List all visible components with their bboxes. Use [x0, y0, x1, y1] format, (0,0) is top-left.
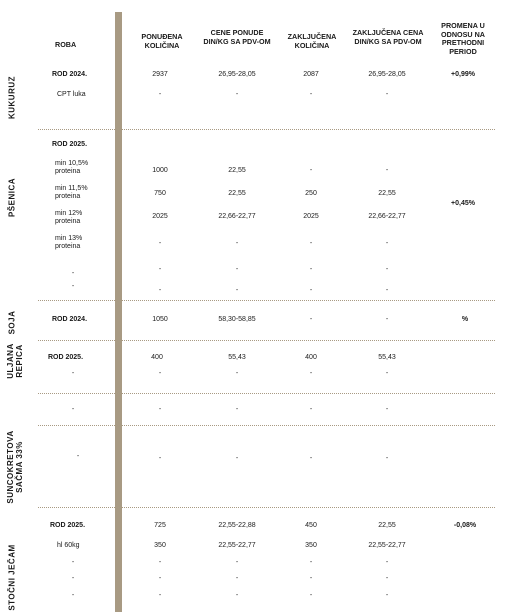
- header-promena: PROMENA U ODNOSU NA PRETHODNI PERIOD: [441, 21, 485, 56]
- jecam-row5-name: -: [71, 592, 75, 599]
- uljana-row2-name: -: [71, 370, 75, 377]
- psenica-row3-name2: proteina: [55, 218, 81, 225]
- kukuruz-zakljucena-kolicina: 2087: [303, 71, 319, 78]
- jecam-row3-zc: -: [385, 559, 389, 566]
- kukuruz-promena: +0,99%: [451, 71, 475, 78]
- kukuruz-cpt-pon: -: [158, 91, 162, 98]
- section-label-jecam: STOČNI JEČAM: [7, 544, 17, 611]
- psenica-row4-name1: min 13%: [55, 235, 83, 242]
- jecam-row4-pon: -: [158, 575, 162, 582]
- psenica-row1-name2: proteina: [55, 168, 81, 175]
- psenica-row6-zc: -: [385, 287, 389, 294]
- jecam-row2-cena: 22,55-22,77: [218, 542, 256, 549]
- separator: [38, 340, 495, 341]
- jecam-row4-name: -: [71, 575, 75, 582]
- psenica-row2-pon: 750: [154, 190, 166, 197]
- separator: [38, 129, 495, 130]
- kukuruz-cpt-zc: -: [385, 91, 389, 98]
- empty-row-zk: -: [309, 406, 313, 413]
- jecam-zk: 450: [305, 522, 317, 529]
- jecam-row5-zk: -: [309, 592, 313, 599]
- jecam-row3-zk: -: [309, 559, 313, 566]
- section-label-uljana-repica: [6, 343, 24, 378]
- psenica-row5-cena: -: [235, 266, 239, 273]
- vertical-divider-bar: [115, 12, 122, 612]
- psenica-row6-cena: -: [235, 287, 239, 294]
- psenica-row3-zc: 22,66-22,77: [368, 213, 406, 220]
- psenica-row4-pon: -: [158, 240, 162, 247]
- section-label-psenica: PŠENICA: [7, 177, 17, 218]
- soja-zc: -: [385, 316, 389, 323]
- psenica-row1-name1: min 10,5%: [55, 160, 89, 167]
- uljana-zk: 400: [305, 354, 317, 361]
- uljana-cena: 55,43: [228, 354, 246, 361]
- uljana-row2-cena: -: [235, 370, 239, 377]
- kukuruz-ponudjena: 2937: [152, 71, 168, 78]
- psenica-row5-zk: -: [309, 266, 313, 273]
- psenica-row4-zc: -: [385, 240, 389, 247]
- psenica-row3-name1: min 12%: [55, 210, 83, 217]
- jecam-promena: -0,08%: [453, 522, 477, 529]
- suncokret-zc: -: [385, 455, 389, 462]
- psenica-row3-name: [55, 210, 82, 226]
- psenica-promena: +0,45%: [451, 200, 475, 207]
- psenica-row1-name: [55, 160, 88, 176]
- kukuruz-cpt-cena: -: [235, 91, 239, 98]
- psenica-row4-name: [55, 235, 82, 251]
- psenica-row1-pon: 1000: [152, 167, 168, 174]
- separator: [38, 300, 495, 301]
- uljana-zc: 55,43: [378, 354, 396, 361]
- uljana-row-name: ROD 2025.: [48, 354, 84, 361]
- psenica-row2-name2: proteina: [55, 193, 81, 200]
- jecam-row3-name: -: [71, 559, 75, 566]
- psenica-row2-zk: 250: [305, 190, 317, 197]
- empty-row-name: -: [71, 406, 75, 413]
- uljana-pon: 400: [151, 354, 163, 361]
- psenica-row2-zc: 22,55: [378, 190, 396, 197]
- uljana-label-line2: REPICA: [15, 344, 24, 378]
- psenica-row5-name: -: [71, 270, 75, 277]
- kukuruz-cpt-name: CPT luka: [57, 91, 86, 98]
- psenica-row6-zk: -: [309, 287, 313, 294]
- header-roba: ROBA: [55, 40, 77, 49]
- empty-row-cena: -: [235, 406, 239, 413]
- jecam-row5-zc: -: [385, 592, 389, 599]
- jecam-row3-cena: -: [235, 559, 239, 566]
- psenica-row2-cena: 22,55: [228, 190, 246, 197]
- jecam-row4-cena: -: [235, 575, 239, 582]
- separator: [38, 507, 495, 508]
- jecam-zc: 22,55: [378, 522, 396, 529]
- suncokret-zk: -: [309, 455, 313, 462]
- suncokret-cena: -: [235, 455, 239, 462]
- jecam-row5-pon: -: [158, 592, 162, 599]
- kukuruz-row-name: ROD 2024.: [52, 71, 88, 78]
- psenica-heading: ROD 2025.: [52, 141, 88, 148]
- section-label-soja: SOJA: [7, 310, 17, 335]
- uljana-label-line1: ULJANA: [6, 343, 15, 379]
- psenica-row2-name: [55, 185, 88, 201]
- header-zakljucena-cena: ZAKLJUČENA CENA DIN/KG SA PDV-OM: [352, 28, 424, 46]
- psenica-row6-name: -: [71, 283, 75, 290]
- jecam-cena: 22,55-22,88: [218, 522, 256, 529]
- header-ponudjena-kolicina: PONUĐENA KOLIČINA: [141, 32, 183, 50]
- psenica-row4-zk: -: [309, 240, 313, 247]
- header-zakljucena-kolicina: ZAKLJUČENA KOLIČINA: [287, 32, 337, 50]
- psenica-row4-cena: -: [235, 240, 239, 247]
- suncokret-row-name: -: [76, 453, 80, 460]
- psenica-row1-zk: -: [309, 167, 313, 174]
- suncokret-label-line1: SUNCOKRETOVA: [6, 430, 15, 504]
- empty-row-pon: -: [158, 406, 162, 413]
- soja-row-name: ROD 2024.: [52, 316, 88, 323]
- soja-promena: %: [461, 316, 469, 323]
- jecam-row2-name: hl 60kg: [57, 542, 80, 549]
- jecam-row2-zk: 350: [305, 542, 317, 549]
- kukuruz-zakljucena-cena: 26,95-28,05: [368, 71, 406, 78]
- psenica-row5-pon: -: [158, 266, 162, 273]
- jecam-row4-zc: -: [385, 575, 389, 582]
- jecam-row5-cena: -: [235, 592, 239, 599]
- section-label-suncokretova: [6, 430, 24, 503]
- psenica-row1-zc: -: [385, 167, 389, 174]
- uljana-row2-zk: -: [309, 370, 313, 377]
- jecam-row-name: ROD 2025.: [50, 522, 86, 529]
- jecam-pon: 725: [154, 522, 166, 529]
- kukuruz-cpt-zk: -: [309, 91, 313, 98]
- psenica-row5-zc: -: [385, 266, 389, 273]
- psenica-row2-name1: min 11,5%: [55, 185, 88, 192]
- psenica-row3-zk: 2025: [303, 213, 319, 220]
- psenica-row1-cena: 22,55: [228, 167, 246, 174]
- empty-row-zc: -: [385, 406, 389, 413]
- header-cene-ponude: CENE PONUDE DIN/KG SA PDV-OM: [203, 28, 271, 46]
- soja-zk: -: [309, 316, 313, 323]
- uljana-row2-zc: -: [385, 370, 389, 377]
- suncokret-label-line2: SAČMA 33%: [15, 441, 24, 493]
- separator: [38, 425, 495, 426]
- separator: [38, 393, 495, 394]
- kukuruz-cena: 26,95-28,05: [218, 71, 256, 78]
- soja-pon: 1050: [152, 316, 168, 323]
- jecam-row4-zk: -: [309, 575, 313, 582]
- psenica-row3-cena: 22,66-22,77: [218, 213, 256, 220]
- psenica-row3-pon: 2025: [152, 213, 168, 220]
- suncokret-pon: -: [158, 455, 162, 462]
- jecam-row3-pon: -: [158, 559, 162, 566]
- soja-cena: 58,30-58,85: [218, 316, 256, 323]
- jecam-row2-zc: 22,55-22,77: [368, 542, 406, 549]
- jecam-row2-pon: 350: [154, 542, 166, 549]
- psenica-row6-pon: -: [158, 287, 162, 294]
- uljana-row2-pon: -: [158, 370, 162, 377]
- psenica-row4-name2: proteina: [55, 243, 81, 250]
- section-label-kukuruz: KUKURUZ: [7, 75, 17, 120]
